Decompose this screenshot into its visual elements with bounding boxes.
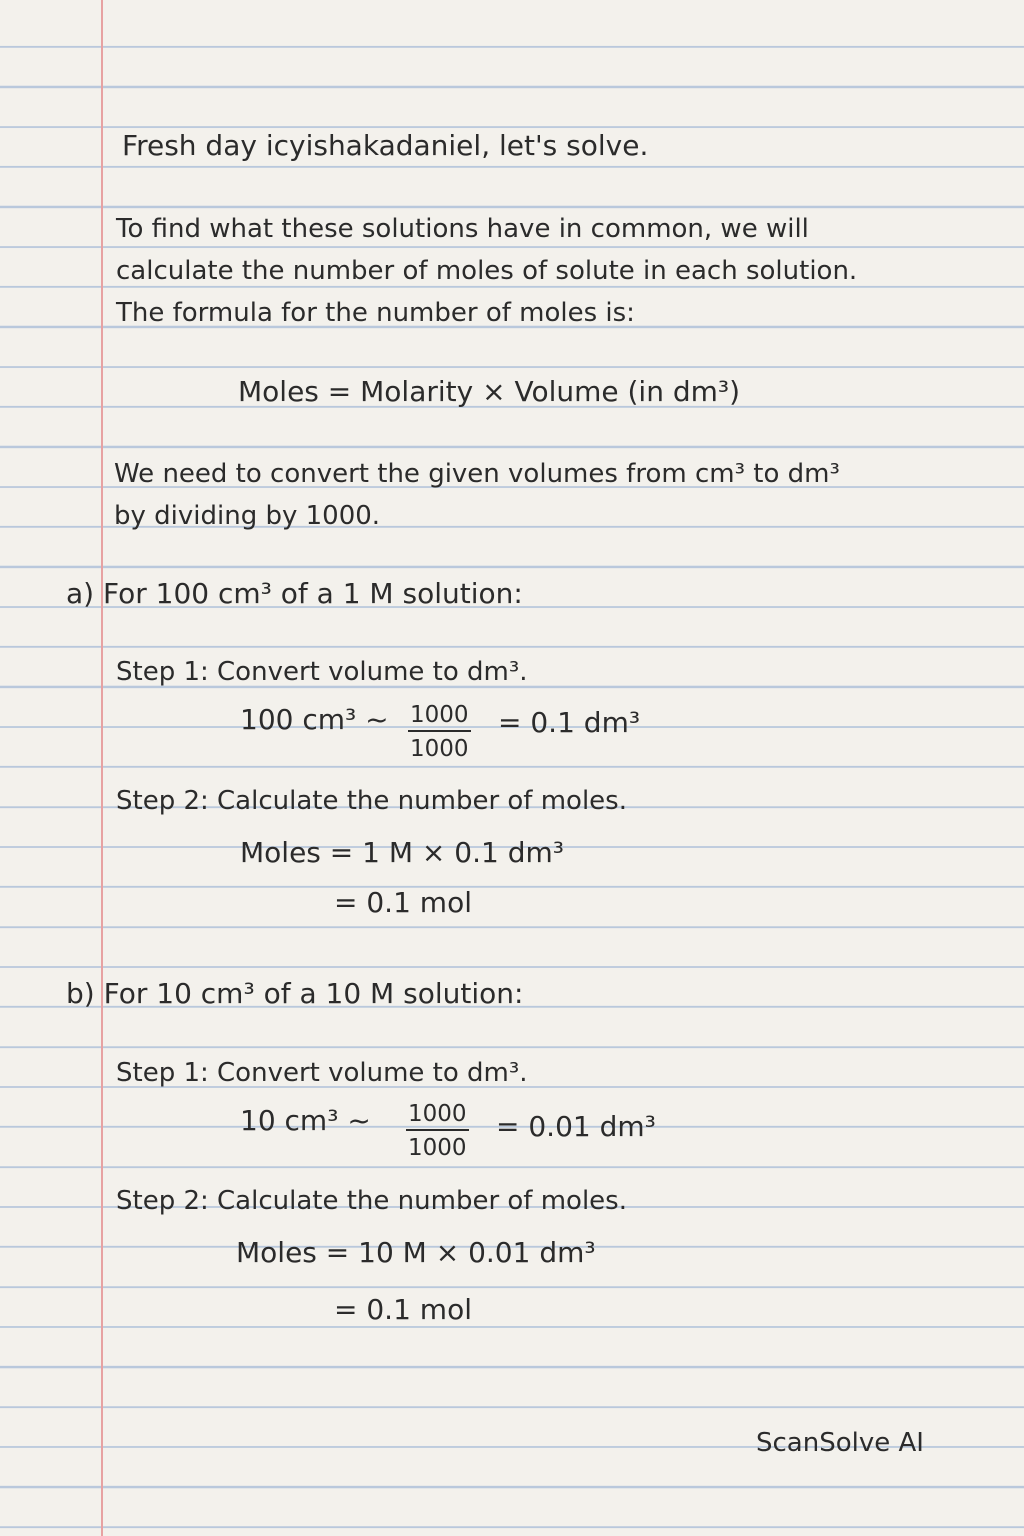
part-b-fraction-numerator: 1000	[406, 1101, 469, 1131]
part-a-step2-label: Step 2: Calculate the number of moles.	[116, 786, 627, 816]
part-a-step1-rhs: = 0.1 dm³	[498, 706, 641, 739]
part-b-fraction-denominator: 1000	[408, 1135, 467, 1161]
signature: ScanSolve AI	[756, 1428, 924, 1458]
greeting: Fresh day icyishakadaniel, let's solve.	[122, 129, 649, 162]
intro-line-3: The formula for the number of moles is:	[116, 298, 635, 328]
part-a-fraction-numerator: 1000	[408, 702, 471, 732]
part-b-step1-rhs: = 0.01 dm³	[496, 1110, 656, 1143]
intro-line-2: calculate the number of moles of solute in each solution.	[116, 256, 858, 286]
part-a-fraction-denominator: 1000	[410, 736, 469, 762]
part-a-step1-lhs: 100 cm³ ~	[240, 703, 389, 736]
part-b-heading: b) For 10 cm³ of a 10 M solution:	[66, 977, 524, 1010]
part-a-fraction	[408, 702, 471, 762]
part-b-fraction	[406, 1101, 469, 1161]
part-b-step2-label: Step 2: Calculate the number of moles.	[116, 1186, 627, 1216]
part-b-step2-line1: Moles = 10 M × 0.01 dm³	[236, 1236, 596, 1269]
part-b-step2-line2: = 0.1 mol	[334, 1293, 472, 1326]
part-a-heading: a) For 100 cm³ of a 1 M solution:	[66, 577, 523, 610]
intro-line-1: To find what these solutions have in common, we will	[116, 214, 809, 244]
part-b-step1-label: Step 1: Convert volume to dm³.	[116, 1058, 528, 1088]
part-a-step1-label: Step 1: Convert volume to dm³.	[116, 657, 528, 687]
convert-note-line-1: We need to convert the given volumes from cm³ to dm³	[114, 459, 840, 489]
part-a-step2-line1: Moles = 1 M × 0.1 dm³	[240, 836, 564, 869]
convert-note-line-2: by dividing by 1000.	[114, 501, 381, 531]
part-a-step2-line2: = 0.1 mol	[334, 886, 472, 919]
moles-formula: Moles = Molarity × Volume (in dm³)	[238, 375, 741, 408]
part-b-step1-lhs: 10 cm³ ~	[240, 1104, 371, 1137]
